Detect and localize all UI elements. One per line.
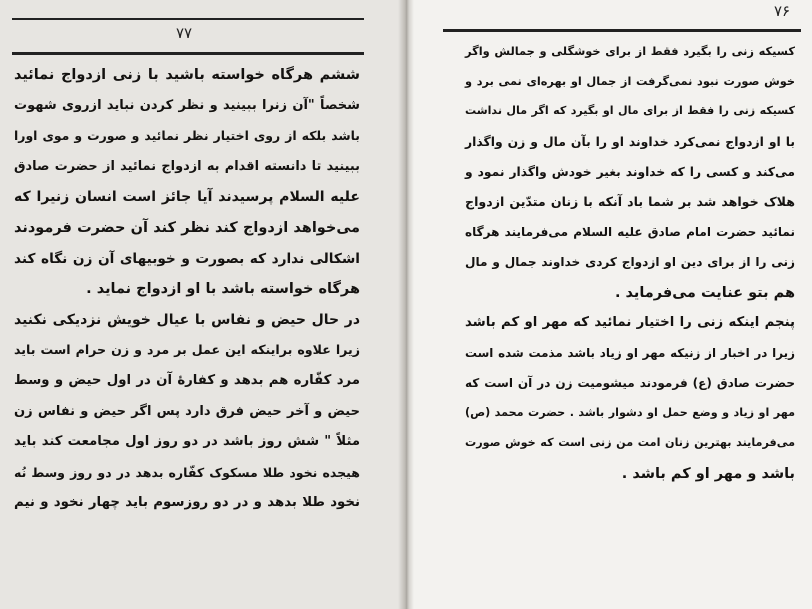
text-line: مهر او زیاد و وضع حمل او دشوار باشد . حضرت محمد (ص) [465,406,795,420]
page-number: ۷۶ [774,2,791,20]
header-rule [12,52,364,55]
text-line: پنجم اینکه زنی را اختیار نمائید که مهر او کم باشد [465,314,795,330]
top-rule [12,18,364,20]
text-line: زیرا علاوه براینکه این عمل بر مرد و زن حرام است باید [14,342,360,358]
text-line: علیه السلام پرسیدند آیا جائز است انسان زنیرا که [14,189,360,206]
book-gutter [398,0,414,609]
text-line: هیجده نخود طلا مسکوک کفّاره بدهد در دو روز وسط نُه [14,464,360,480]
text-line: هم بتو عنایت می‌فرماید . [614,284,795,301]
header-rule [443,29,801,32]
text-line: حضرت صادق (ع) فرمودند میشومیت زن در آن است که [465,376,795,391]
text-line: با او ازدواج نمی‌کرد خداوند او را بآن مال و زن واگذار [465,133,795,149]
body-text [14,60,360,519]
text-line: زنی را از برای دین او ازدواج کردی خداوند جمال و مال [465,255,795,270]
text-line: خوش صورت نبود نمی‌گرفت از جمال او بهره‌ای نمی برد و [465,74,795,89]
text-line: هرگاه خواسته باشد با او ازدواج نماید . [86,281,360,298]
text-line: هلاک خواهد شد بر شما باد آنکه با زنان متدّین ازدواج [465,193,795,209]
text-line: اشکالی ندارد که بصورت و خوبیهای آن زن نگاه کند [14,250,360,267]
text-line: شخصاً "آن زنرا ببینید و نظر کردن نباید ازروی شهوت [14,97,360,113]
text-line: مثلاً " شش روز باشد در دو روز اول مجامعت کند باید [14,434,360,450]
text-line: نمائید حضرت امام صادق علیه السلام می‌فرمایند هرگاه [465,225,795,240]
text-line: باشد و مهر او کم باشد . [621,465,795,482]
text-line: کسیکه زنی را فقط از برای مال او بگیرد که اگر مال نداشت [465,104,795,118]
text-line: می‌خواهد ازدواج کند نظر کند آن حضرت فرمودند [14,219,360,236]
text-line: باشد بلکه از روی اختیار نظر نمائید و صورت و موی اورا [14,128,360,144]
text-line: می‌فرمایند بهترین زنان امت من زنی است که خوش صورت [465,436,795,450]
text-line: حیض و آخر حیض فرق دارد پس اگر حیض و نفاس زن [14,403,360,419]
text-line: کسیکه زنی را بگیرد فقط از برای خوشگلی و جمالش واگر [465,44,795,58]
text-line: در حال حیض و نفاس با عیال خویش نزدیکی نکنید [14,311,360,328]
text-line: ببینید تا دانسته اقدام به ازدواج نمائید از حضرت صادق [14,158,360,174]
text-line: می‌کند و کسی را که خداوند بغیر خودش واگذار نمود و [465,164,795,179]
text-line: زیرا در اخبار از زنیکه مهر او زیاد باشد مذمت شده است [465,345,795,360]
body-text [465,36,795,489]
text-line: نخود طلا بدهد و در دو روزسوم باید چهار نخود و نیم [14,495,360,511]
left-page [0,0,405,609]
page-number: ۷۷ [176,24,193,42]
text-line: ششم هرگاه خواسته باشید با زنی ازدواج نمائید [14,67,360,83]
text-line: مرد کفّاره هم بدهد و کفارهٔ آن در اول حیض و وسط [14,372,360,388]
right-page [405,0,812,609]
